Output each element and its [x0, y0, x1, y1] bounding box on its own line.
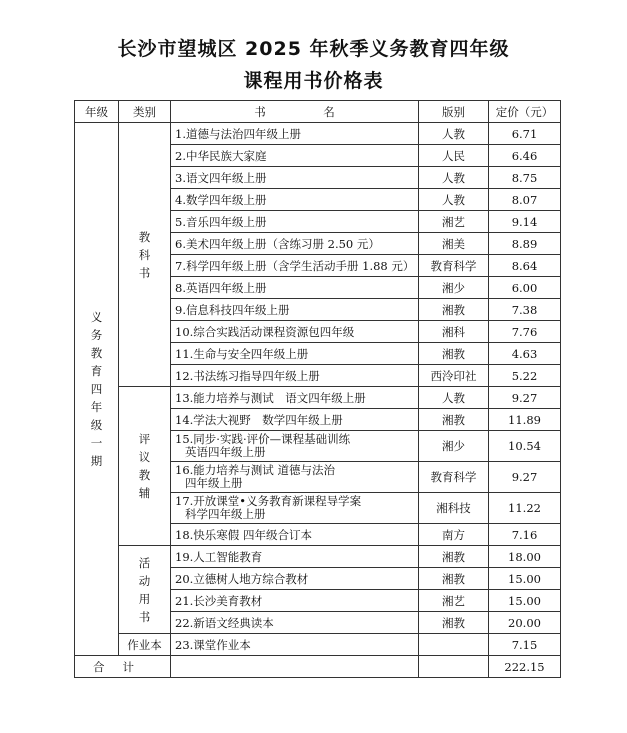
book-edition: 湘美 [419, 233, 489, 255]
book-price: 11.89 [489, 409, 561, 431]
book-price: 6.00 [489, 277, 561, 299]
category-supplementary-text: 评议教辅 [138, 432, 151, 500]
price-table [74, 100, 561, 678]
book-price: 8.07 [489, 189, 561, 211]
book-name: 21.长沙美育教材 [171, 590, 419, 612]
book-edition: 湘教 [419, 612, 489, 634]
category-textbook [119, 123, 171, 387]
book-price: 7.16 [489, 524, 561, 546]
title-line-1: 长沙市望城区 2025 年秋季义务教育四年级 [117, 38, 510, 60]
book-edition: 湘少 [419, 431, 489, 462]
category-supplementary [119, 387, 171, 546]
book-name: 3.语文四年级上册 [171, 167, 419, 189]
book-name [171, 493, 419, 524]
book-edition: 湘教 [419, 568, 489, 590]
book-price: 15.00 [489, 568, 561, 590]
book-name: 22.新语文经典读本 [171, 612, 419, 634]
book-price: 10.54 [489, 431, 561, 462]
table-row [75, 634, 561, 656]
category-activity [119, 546, 171, 634]
book-name-line2: 英语四年级上册 [185, 445, 266, 459]
book-name: 2.中华民族大家庭 [171, 145, 419, 167]
book-edition [419, 634, 489, 656]
header-price: 定价（元） [489, 101, 561, 123]
table-row [75, 546, 561, 568]
table-row [75, 123, 561, 145]
book-price: 7.15 [489, 634, 561, 656]
book-price: 9.14 [489, 211, 561, 233]
book-edition: 湘科技 [419, 493, 489, 524]
book-edition: 人教 [419, 167, 489, 189]
header-edition: 版别 [419, 101, 489, 123]
book-edition: 湘科 [419, 321, 489, 343]
book-name-line2: 四年级上册 [185, 476, 243, 490]
book-edition: 湘艺 [419, 211, 489, 233]
book-name: 19.人工智能教育 [171, 546, 419, 568]
book-price: 6.46 [489, 145, 561, 167]
book-name-line1: 17.开放课堂•义务教育新课程导学案 [175, 494, 362, 508]
book-name: 18.快乐寒假 四年级合订本 [171, 524, 419, 546]
book-edition: 南方 [419, 524, 489, 546]
header-category: 类别 [119, 101, 171, 123]
book-name-line1: 15.同步·实践·评价—课程基础训练 [175, 432, 351, 446]
book-name: 12.书法练习指导四年级上册 [171, 365, 419, 387]
header-name: 书 名 [171, 101, 419, 123]
book-name: 14.学法大视野 数学四年级上册 [171, 409, 419, 431]
book-name: 8.英语四年级上册 [171, 277, 419, 299]
title-line-2: 课程用书价格表 [243, 70, 384, 92]
book-name: 7.科学四年级上册（含学生活动手册 1.88 元） [171, 255, 419, 277]
book-edition: 人教 [419, 123, 489, 145]
table-row [75, 387, 561, 409]
book-name [171, 462, 419, 493]
total-row [75, 656, 561, 678]
book-name: 9.信息科技四年级上册 [171, 299, 419, 321]
category-homework-text: 作业本 [127, 637, 162, 652]
book-edition: 教育科学 [419, 462, 489, 493]
book-price: 7.38 [489, 299, 561, 321]
book-price: 8.89 [489, 233, 561, 255]
book-edition: 湘少 [419, 277, 489, 299]
book-name: 23.课堂作业本 [171, 634, 419, 656]
book-price: 18.00 [489, 546, 561, 568]
book-edition: 湘教 [419, 299, 489, 321]
book-name: 1.道德与法治四年级上册 [171, 123, 419, 145]
book-name-line1: 16.能力培养与测试 道德与法治 [175, 463, 335, 477]
total-empty-name [171, 656, 419, 678]
book-edition: 教育科学 [419, 255, 489, 277]
book-name: 5.音乐四年级上册 [171, 211, 419, 233]
book-price: 11.22 [489, 493, 561, 524]
total-label: 合计 [75, 656, 171, 678]
book-name: 13.能力培养与测试 语文四年级上册 [171, 387, 419, 409]
book-name: 20.立德树人地方综合教材 [171, 568, 419, 590]
total-price: 222.15 [489, 656, 561, 678]
book-name: 11.生命与安全四年级上册 [171, 343, 419, 365]
book-price: 4.63 [489, 343, 561, 365]
category-textbook-text: 教科书 [138, 229, 151, 280]
category-homework [119, 634, 171, 656]
book-edition: 湘教 [419, 409, 489, 431]
grade-cell-text: 义务教育四年级一期 [90, 310, 103, 468]
book-name: 10.综合实践活动课程资源包四年级 [171, 321, 419, 343]
grade-cell [75, 123, 119, 656]
book-price: 9.27 [489, 462, 561, 493]
book-name [171, 431, 419, 462]
book-edition: 西泠印社 [419, 365, 489, 387]
total-empty-edition [419, 656, 489, 678]
book-price: 8.75 [489, 167, 561, 189]
book-name: 6.美术四年级上册（含练习册 2.50 元） [171, 233, 419, 255]
book-price: 15.00 [489, 590, 561, 612]
table-body [75, 123, 561, 656]
book-edition: 人教 [419, 189, 489, 211]
book-price: 7.76 [489, 321, 561, 343]
table-header-row [75, 101, 561, 123]
book-price: 5.22 [489, 365, 561, 387]
book-edition: 湘教 [419, 343, 489, 365]
book-price: 8.64 [489, 255, 561, 277]
book-edition: 湘艺 [419, 590, 489, 612]
book-edition: 人民 [419, 145, 489, 167]
book-name-line2: 科学四年级上册 [185, 507, 266, 521]
book-price: 9.27 [489, 387, 561, 409]
book-price: 20.00 [489, 612, 561, 634]
header-grade: 年级 [75, 101, 119, 123]
category-activity-text: 活动用书 [138, 555, 151, 624]
book-price: 6.71 [489, 123, 561, 145]
book-name: 4.数学四年级上册 [171, 189, 419, 211]
book-edition: 湘教 [419, 546, 489, 568]
book-edition: 人教 [419, 387, 489, 409]
